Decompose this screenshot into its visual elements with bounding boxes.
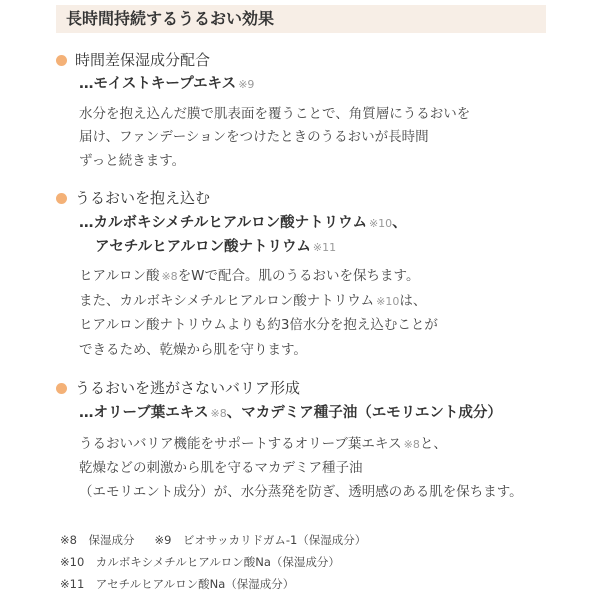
section-2-body-line-3: ヒアルロン酸ナトリウムよりも約3倍水分を抱え込むことが — [79, 317, 438, 333]
orange-dot-icon — [56, 55, 67, 66]
section-1-ingredient: …モイストキープエキス ※9 — [79, 76, 255, 92]
section-1-body-line-1: 水分を抱え込んだ膜で肌表面を覆うことで、角質層にうるおいを — [79, 106, 471, 122]
section-2-ingredient-2: アセチルヒアルロン酸ナトリウム ※11 — [95, 239, 337, 255]
section-2-body-line-2: また、カルボキシメチルヒアルロン酸ナトリウム ※10は、 — [79, 293, 427, 309]
orange-dot-icon — [56, 383, 67, 394]
header-title: 長時間持続するうるおい効果 — [66, 9, 275, 28]
section-2-title: うるおいを抱え込む — [56, 188, 210, 208]
footnote-8: ※8 保湿成分 — [60, 533, 135, 547]
footnote-9: ※9 ビオサッカリドガム-1（保湿成分） — [154, 533, 367, 547]
orange-dot-icon — [56, 193, 67, 204]
footnote-10: ※10 カルボキシメチルヒアルロン酸Na（保湿成分） — [60, 555, 340, 569]
section-1-body-line-2: 届け、ファンデーションをつけたときのうるおいが長時間 — [79, 129, 429, 145]
section-1-title: 時間差保湿成分配合 — [56, 50, 210, 70]
section-3-body-line-2: 乾燥などの刺激から肌を守るマカデミア種子油 — [79, 460, 363, 476]
section-2-body-line-1: ヒアルロン酸 ※8をWで配合。肌のうるおいを保ちます。 — [79, 268, 420, 284]
section-3-title: うるおいを逃がさないバリア形成 — [56, 378, 300, 398]
footnote-row-1 — [60, 531, 366, 549]
section-2-ingredient-1: …カルボキシメチルヒアルロン酸ナトリウム ※10、 — [79, 215, 407, 231]
section-1-body-line-3: ずっと続きます。 — [79, 153, 186, 169]
section-3-body-line-3: （エモリエント成分）が、水分蒸発を防ぎ、透明感のある肌を保ちます。 — [79, 484, 523, 500]
section-3-body-line-1: うるおいバリア機能をサポートするオリーブ葉エキス ※8と、 — [79, 436, 447, 452]
section-2-body-line-4: できるため、乾燥から肌を守ります。 — [79, 342, 307, 358]
section-3-ingredient: …オリーブ葉エキス ※8、マカデミア種子油（エモリエント成分） — [79, 405, 502, 421]
section-header — [56, 5, 546, 33]
footnote-11: ※11 アセチルヒアルロン酸Na（保湿成分） — [60, 577, 295, 591]
